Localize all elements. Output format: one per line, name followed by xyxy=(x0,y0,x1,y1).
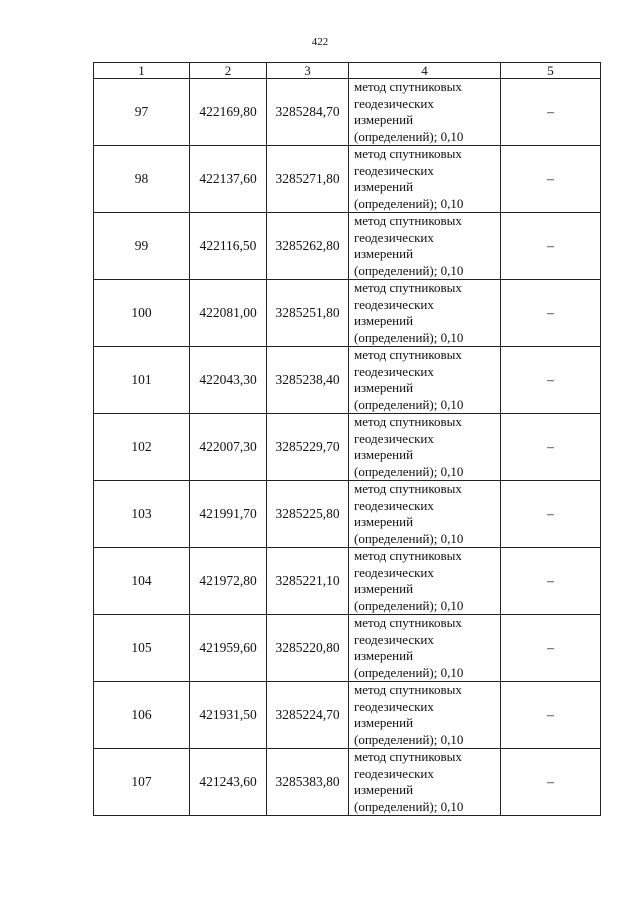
y-coordinate-cell: 3285229,70 xyxy=(267,414,349,481)
note-cell: – xyxy=(501,414,601,481)
method-cell xyxy=(349,280,501,347)
method-cell xyxy=(349,347,501,414)
method-line: метод спутниковых xyxy=(354,481,462,496)
x-coordinate-cell: 421972,80 xyxy=(190,548,267,615)
table-row xyxy=(94,213,601,280)
y-coordinate-cell: 3285221,10 xyxy=(267,548,349,615)
method-line: (определений); 0,10 xyxy=(354,463,464,479)
method-line: геодезических xyxy=(354,430,434,446)
method-line: (определений); 0,10 xyxy=(354,664,464,680)
note-cell: – xyxy=(501,280,601,347)
table-row xyxy=(94,146,601,213)
point-number-cell: 101 xyxy=(94,347,190,414)
y-coordinate-cell: 3285251,80 xyxy=(267,280,349,347)
table-row xyxy=(94,79,601,146)
method-line: (определений); 0,10 xyxy=(354,597,464,613)
method-cell xyxy=(349,682,501,749)
method-line: геодезических xyxy=(354,162,434,178)
y-coordinate-cell: 3285271,80 xyxy=(267,146,349,213)
method-line: измерений xyxy=(354,447,414,462)
table-row xyxy=(94,414,601,481)
method-line: геодезических xyxy=(354,229,434,245)
header-row xyxy=(94,63,601,79)
x-coordinate-cell: 422137,60 xyxy=(190,146,267,213)
method-line: метод спутниковых xyxy=(354,280,462,295)
method-line: (определений); 0,10 xyxy=(354,530,464,546)
point-number-cell: 100 xyxy=(94,280,190,347)
method-line: измерений xyxy=(354,715,414,730)
point-number-cell: 103 xyxy=(94,481,190,548)
method-cell xyxy=(349,481,501,548)
method-line: метод спутниковых xyxy=(354,79,462,94)
y-coordinate-cell: 3285383,80 xyxy=(267,749,349,816)
table-row xyxy=(94,548,601,615)
method-line: (определений); 0,10 xyxy=(354,128,464,144)
note-cell: – xyxy=(501,79,601,146)
method-line: геодезических xyxy=(354,564,434,580)
point-number-cell: 105 xyxy=(94,615,190,682)
method-line: измерений xyxy=(354,246,414,261)
y-coordinate-cell: 3285225,80 xyxy=(267,481,349,548)
y-coordinate-cell: 3285238,40 xyxy=(267,347,349,414)
x-coordinate-cell: 422116,50 xyxy=(190,213,267,280)
point-number-cell: 97 xyxy=(94,79,190,146)
table-row xyxy=(94,347,601,414)
table-body xyxy=(94,79,601,816)
point-number-cell: 107 xyxy=(94,749,190,816)
note-cell: – xyxy=(501,749,601,816)
method-line: метод спутниковых xyxy=(354,615,462,630)
point-number-cell: 98 xyxy=(94,146,190,213)
method-line: геодезических xyxy=(354,363,434,379)
x-coordinate-cell: 421243,60 xyxy=(190,749,267,816)
method-line: метод спутниковых xyxy=(354,213,462,228)
note-cell: – xyxy=(501,146,601,213)
x-coordinate-cell: 421991,70 xyxy=(190,481,267,548)
x-coordinate-cell: 422081,00 xyxy=(190,280,267,347)
method-line: метод спутниковых xyxy=(354,548,462,563)
page-number: 422 xyxy=(311,36,329,48)
note-cell: – xyxy=(501,682,601,749)
method-cell xyxy=(349,548,501,615)
method-line: (определений); 0,10 xyxy=(354,329,464,345)
method-line: измерений xyxy=(354,782,414,797)
column-header-3: 3 xyxy=(267,63,349,79)
method-line: (определений); 0,10 xyxy=(354,396,464,412)
method-line: метод спутниковых xyxy=(354,414,462,429)
method-line: геодезических xyxy=(354,296,434,312)
point-number-cell: 106 xyxy=(94,682,190,749)
x-coordinate-cell: 422169,80 xyxy=(190,79,267,146)
note-cell: – xyxy=(501,615,601,682)
method-line: измерений xyxy=(354,648,414,663)
method-line: метод спутниковых xyxy=(354,749,462,764)
table-header xyxy=(94,63,601,79)
note-cell: – xyxy=(501,481,601,548)
method-cell xyxy=(349,79,501,146)
note-cell: – xyxy=(501,347,601,414)
table-row xyxy=(94,749,601,816)
method-line: геодезических xyxy=(354,95,434,111)
method-line: геодезических xyxy=(354,631,434,647)
method-cell xyxy=(349,213,501,280)
x-coordinate-cell: 422043,30 xyxy=(190,347,267,414)
method-line: (определений); 0,10 xyxy=(354,798,464,814)
x-coordinate-cell: 422007,30 xyxy=(190,414,267,481)
method-line: геодезических xyxy=(354,698,434,714)
column-header-1: 1 xyxy=(94,63,190,79)
method-line: метод спутниковых xyxy=(354,682,462,697)
method-cell xyxy=(349,414,501,481)
method-line: (определений); 0,10 xyxy=(354,195,464,211)
point-number-cell: 102 xyxy=(94,414,190,481)
y-coordinate-cell: 3285224,70 xyxy=(267,682,349,749)
column-header-4: 4 xyxy=(349,63,501,79)
note-cell: – xyxy=(501,213,601,280)
table-row xyxy=(94,615,601,682)
method-line: (определений); 0,10 xyxy=(354,731,464,747)
method-line: измерений xyxy=(354,313,414,328)
method-line: метод спутниковых xyxy=(354,146,462,161)
y-coordinate-cell: 3285284,70 xyxy=(267,79,349,146)
method-cell xyxy=(349,146,501,213)
method-line: измерений xyxy=(354,380,414,395)
column-header-5: 5 xyxy=(501,63,601,79)
method-line: измерений xyxy=(354,179,414,194)
y-coordinate-cell: 3285262,80 xyxy=(267,213,349,280)
column-header-2: 2 xyxy=(190,63,267,79)
x-coordinate-cell: 421931,50 xyxy=(190,682,267,749)
method-line: геодезических xyxy=(354,497,434,513)
note-cell: – xyxy=(501,548,601,615)
method-line: измерений xyxy=(354,581,414,596)
method-line: измерений xyxy=(354,112,414,127)
method-cell xyxy=(349,615,501,682)
point-number-cell: 99 xyxy=(94,213,190,280)
point-number-cell: 104 xyxy=(94,548,190,615)
method-line: (определений); 0,10 xyxy=(354,262,464,278)
coordinates-table xyxy=(93,62,601,816)
y-coordinate-cell: 3285220,80 xyxy=(267,615,349,682)
method-line: измерений xyxy=(354,514,414,529)
table-row xyxy=(94,280,601,347)
method-line: метод спутниковых xyxy=(354,347,462,362)
table-row xyxy=(94,682,601,749)
x-coordinate-cell: 421959,60 xyxy=(190,615,267,682)
method-line: геодезических xyxy=(354,765,434,781)
method-cell xyxy=(349,749,501,816)
table-row xyxy=(94,481,601,548)
